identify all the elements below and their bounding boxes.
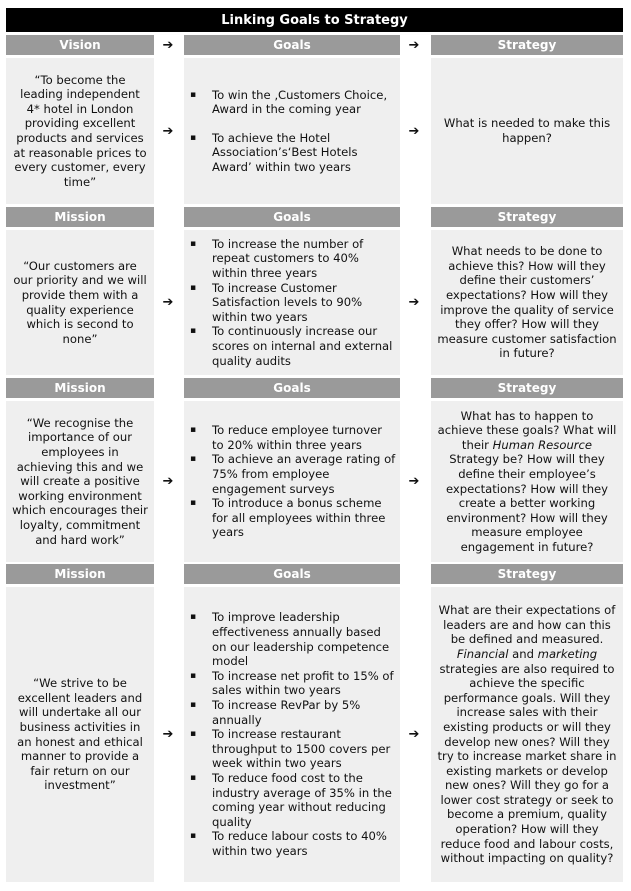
arrow-icon: ➔ (408, 123, 420, 139)
goals-list (184, 587, 400, 882)
list-item: ▪ To win the ‚Customers Choice‚ Award in the coming year (212, 88, 396, 117)
strategy-statement: What is needed to make this happen? (443, 116, 611, 145)
goals-header: Goals (184, 35, 400, 55)
strategy-header: Strategy (431, 564, 623, 584)
list-item: ▪ To continuously increase our scores on internal and external quality audits (212, 324, 396, 368)
strategy-statement: What are their expectations of leaders are and how can this be defined and measured. Financial and marketing strategies are also required to achieve the specific performance goals. Will they increase sales with their existing products or will they develop new ones? Will they try to increase market share in existing markets or develop new ones? Will they go for a lower cost strategy or seek to become a premium, quality operation? How will they reduce food and labour costs, without impacting on quality? (437, 603, 617, 866)
page-title: Linking Goals to Strategy (6, 8, 623, 32)
list-item: ▪ To improve leadership effectiveness annually based on our leadership competence model (212, 610, 396, 668)
list-item: ▪ To increase the number of repeat customers to 40% within three years (212, 237, 396, 281)
arrow-icon: ➔ (408, 473, 420, 489)
list-item: ▪ To achieve an average rating of 75% from employee engagement surveys (212, 452, 396, 496)
strategy-header: Strategy (431, 207, 623, 227)
goals-list (184, 401, 400, 562)
list-item: ▪ To increase RevPar by 5% annually (212, 698, 396, 727)
list-item: ▪ To introduce a bonus scheme for all employees within three years (212, 496, 396, 540)
strategy-statement: What has to happen to achieve these goals? What will their Human Resource Strategy be? How will they define their employee’s expectations? How will they create a better working environment? How will they measure employee engagement in future? (437, 408, 617, 554)
mission-text (6, 587, 154, 882)
strategy-header: Strategy (431, 35, 623, 55)
vision-statement: “To become the leading independent 4* hotel in London providing excellent products and services at reasonable prices to every customer, every time” (13, 72, 147, 189)
strategy-text (431, 230, 623, 375)
strategy-statement: What needs to be done to achieve this? How will they define their customers’ expectations? How will they improve the quality of service they offer? How will they measure customer satisfaction in future? (437, 244, 617, 361)
arrow-icon: ➔ (162, 37, 174, 53)
mission-statement: “We recognise the importance of our employees in achieving this and we will create a positive working environment which encourages their loyalty, commitment and hard work” (12, 415, 148, 547)
arrow-icon: ➔ (408, 37, 420, 53)
arrow-icon: ➔ (408, 726, 420, 742)
list-item: ▪ To reduce employee turnover to 20% within three years (212, 423, 396, 452)
arrow-icon: ➔ (162, 473, 174, 489)
arrow-icon: ➔ (162, 294, 174, 310)
list-item: ▪ To reduce food cost to the industry average of 35% in the coming year without reducing quality (212, 771, 396, 829)
goals-header: Goals (184, 378, 400, 398)
vision-text (6, 58, 154, 204)
strategy-header: Strategy (431, 378, 623, 398)
list-item: ▪ To achieve the Hotel Association’s‘Best Hotels Award’ within two years (212, 131, 396, 175)
list-item: ▪ To increase net profit to 15% of sales within two years (212, 669, 396, 698)
strategy-text (431, 58, 623, 204)
list-item: ▪ To reduce labour costs to 40% within two years (212, 829, 396, 858)
list-item: ▪ To increase Customer Satisfaction levels to 90% within two years (212, 281, 396, 325)
vision-header: Vision (6, 35, 154, 55)
mission-header: Mission (6, 564, 154, 584)
mission-header: Mission (6, 378, 154, 398)
goals-header: Goals (184, 207, 400, 227)
list-item: ▪ To increase restaurant throughput to 1500 covers per week within two years (212, 727, 396, 771)
mission-header: Mission (6, 207, 154, 227)
strategy-text (431, 587, 623, 882)
goals-list (184, 230, 400, 375)
mission-statement: “Our customers are our priority and we will provide them with a quality experience which is second to none” (13, 258, 147, 346)
mission-text (6, 230, 154, 375)
arrow-icon: ➔ (162, 123, 174, 139)
mission-text (6, 401, 154, 562)
arrow-icon: ➔ (408, 294, 420, 310)
goals-header: Goals (184, 564, 400, 584)
goals-list (184, 58, 400, 204)
strategy-text (431, 401, 623, 562)
arrow-icon: ➔ (162, 726, 174, 742)
mission-statement: “We strive to be excellent leaders and will undertake all our business activities in an honest and ethical manner to provide a fair return on our investment” (17, 676, 143, 793)
